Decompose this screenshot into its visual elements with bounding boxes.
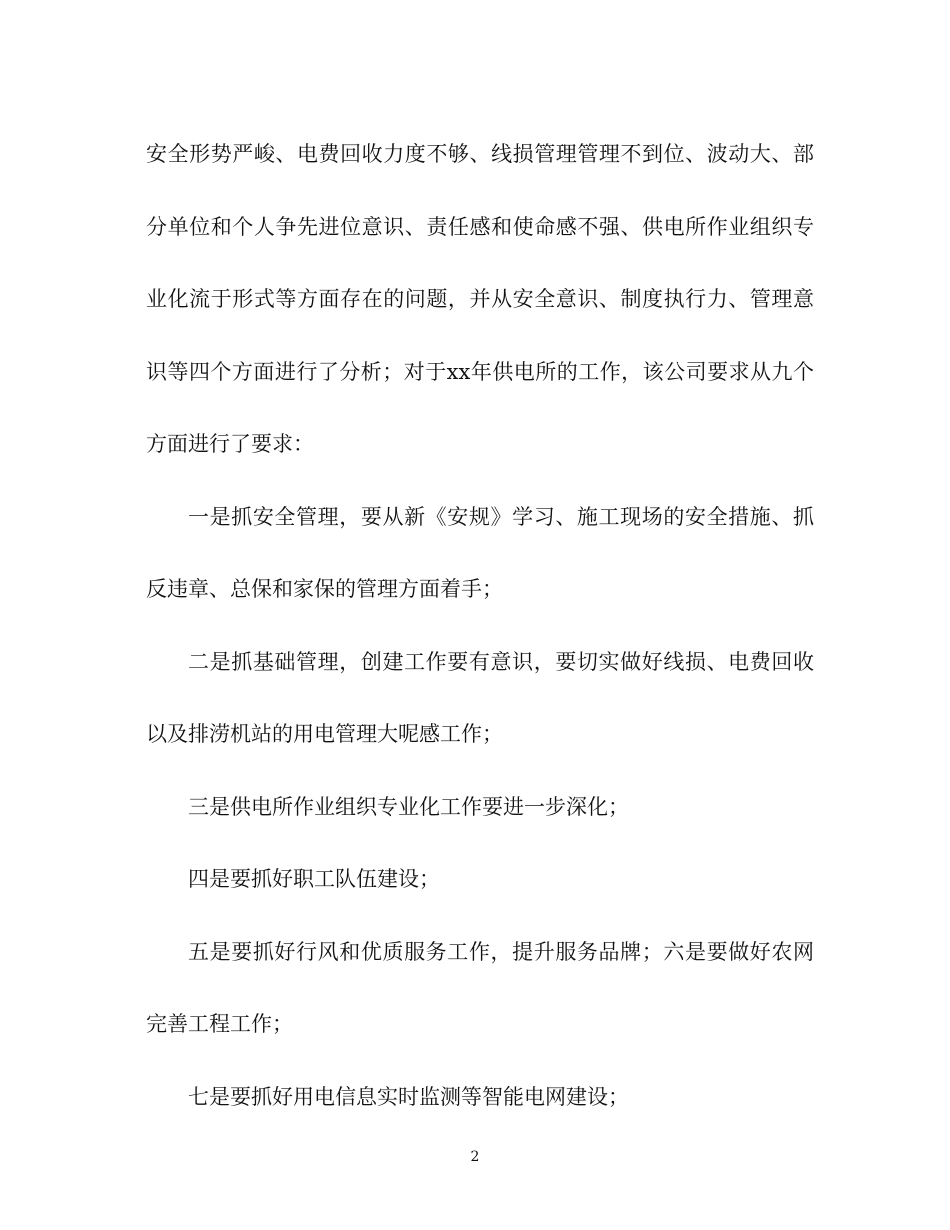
paragraph-1: 安全形势严峻、电费回收力度不够、线损管理管理不到位、波动大、部分单位和个人争先进位意识、责任感和使命感不强、供电所作业组织专业化流于形式等方面存在的问题，并从安全意识、制度执行力、管理意识等四个方面进行了分析；对于xx年供电所的工作，该公司要求从九个方面进行了要求： — [146, 142, 814, 456]
paragraph-4: 三是供电所作业组织专业化工作要进一步深化； — [188, 794, 629, 819]
paragraph-5: 四是要抓好职工队伍建设； — [188, 867, 440, 891]
paragraph-6: 五是要抓好行风和优质服务工作，提升服务品牌；六是要做好农网完善工程工作； — [146, 939, 814, 1036]
paragraph-7: 七是要抓好用电信息实时监测等智能电网建设； — [188, 1084, 629, 1109]
document-body — [146, 118, 814, 1133]
paragraph-3: 二是抓基础管理，创建工作要有意识，要切实做好线损、电费回收以及排涝机站的用电管理大呢感工作； — [146, 649, 814, 746]
paragraph-2: 一是抓安全管理，要从新《安规》学习、施工现场的安全措施、抓反违章、总保和家保的管理方面着手； — [146, 504, 814, 601]
page-number: 2 — [470, 1149, 480, 1165]
